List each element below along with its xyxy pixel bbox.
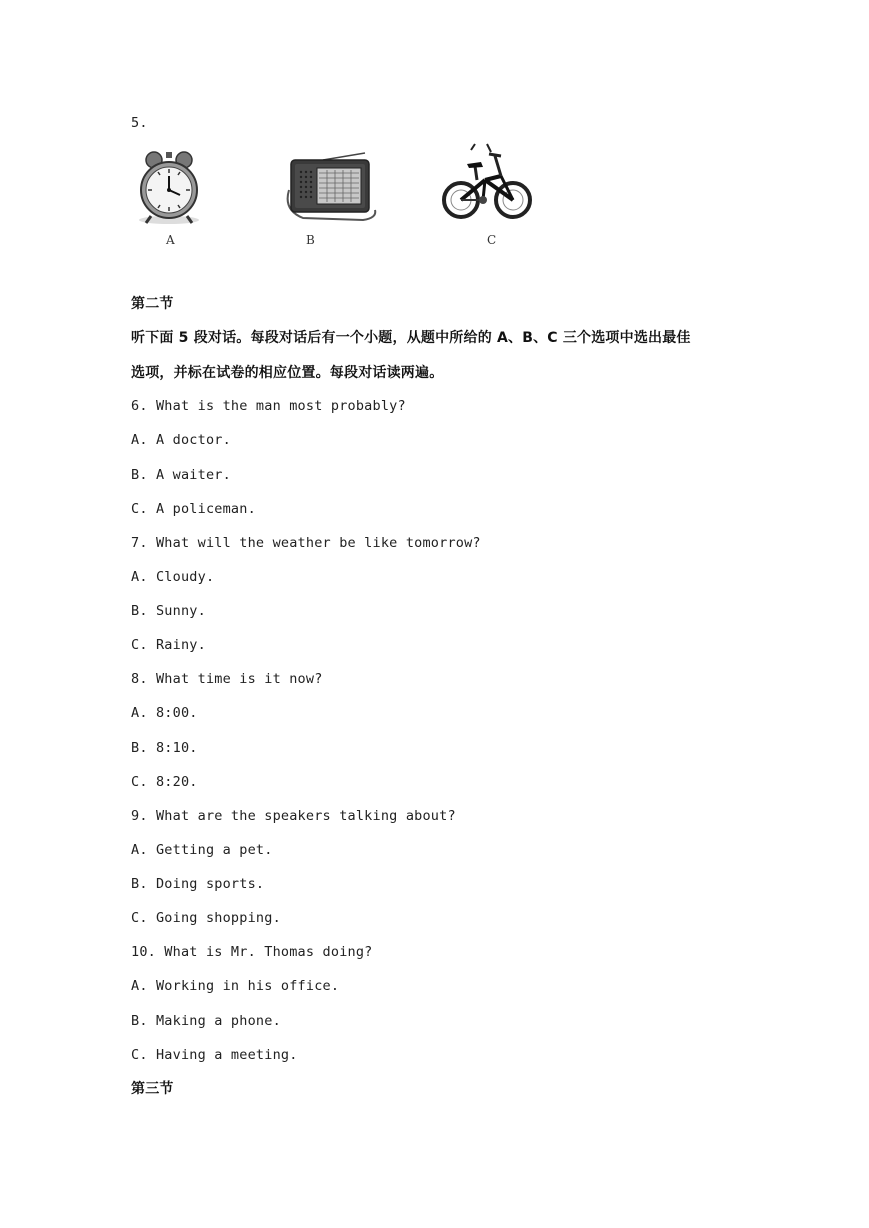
question-7-option-a: A. Cloudy.: [131, 569, 215, 585]
option-c-picture: [441, 140, 533, 224]
question-10-option-c: C. Having a meeting.: [131, 1047, 298, 1063]
question-6-option-a: A. A doctor.: [131, 432, 231, 448]
alarm-clock-icon: [136, 150, 202, 226]
question-10-stem: 10. What is Mr. Thomas doing?: [131, 944, 373, 960]
question-9-option-c: C. Going shopping.: [131, 910, 281, 926]
question-10-option-b: B. Making a phone.: [131, 1013, 281, 1029]
option-b-label: B: [306, 233, 315, 247]
question-8-option-a: A. 8:00.: [131, 705, 198, 721]
question-6-stem: 6. What is the man most probably?: [131, 398, 406, 414]
option-c-label: C: [487, 233, 497, 247]
question-8-option-b: B. 8:10.: [131, 740, 198, 756]
question-9-option-a: A. Getting a pet.: [131, 842, 273, 858]
question-5-number: 5.: [131, 115, 148, 131]
question-9-option-b: B. Doing sports.: [131, 876, 265, 892]
question-7-option-b: B. Sunny.: [131, 603, 206, 619]
question-7-option-c: C. Rainy.: [131, 637, 206, 653]
section-3-title: 第三节: [131, 1081, 174, 1097]
section-2-instruction-line-1: 听下面 5 段对话。每段对话后有一个小题，从题中所给的 A、B、C 三个选项中选出最佳: [131, 330, 691, 346]
section-2-title: 第二节: [131, 296, 174, 312]
question-7-stem: 7. What will the weather be like tomorrow?: [131, 535, 481, 551]
radio-icon: [283, 150, 379, 226]
section-2-instruction-line-2: 选项，并标在试卷的相应位置。每段对话读两遍。: [131, 365, 444, 381]
option-a-label: A: [166, 233, 175, 247]
question-8-option-c: C. 8:20.: [131, 774, 198, 790]
question-8-stem: 8. What time is it now?: [131, 671, 323, 687]
question-10-option-a: A. Working in his office.: [131, 978, 340, 994]
option-a-picture: [136, 150, 202, 226]
question-6-option-b: B. A waiter.: [131, 467, 231, 483]
option-b-picture: [283, 150, 379, 226]
question-9-stem: 9. What are the speakers talking about?: [131, 808, 456, 824]
bicycle-icon: [441, 140, 533, 224]
question-6-option-c: C. A policeman.: [131, 501, 256, 517]
